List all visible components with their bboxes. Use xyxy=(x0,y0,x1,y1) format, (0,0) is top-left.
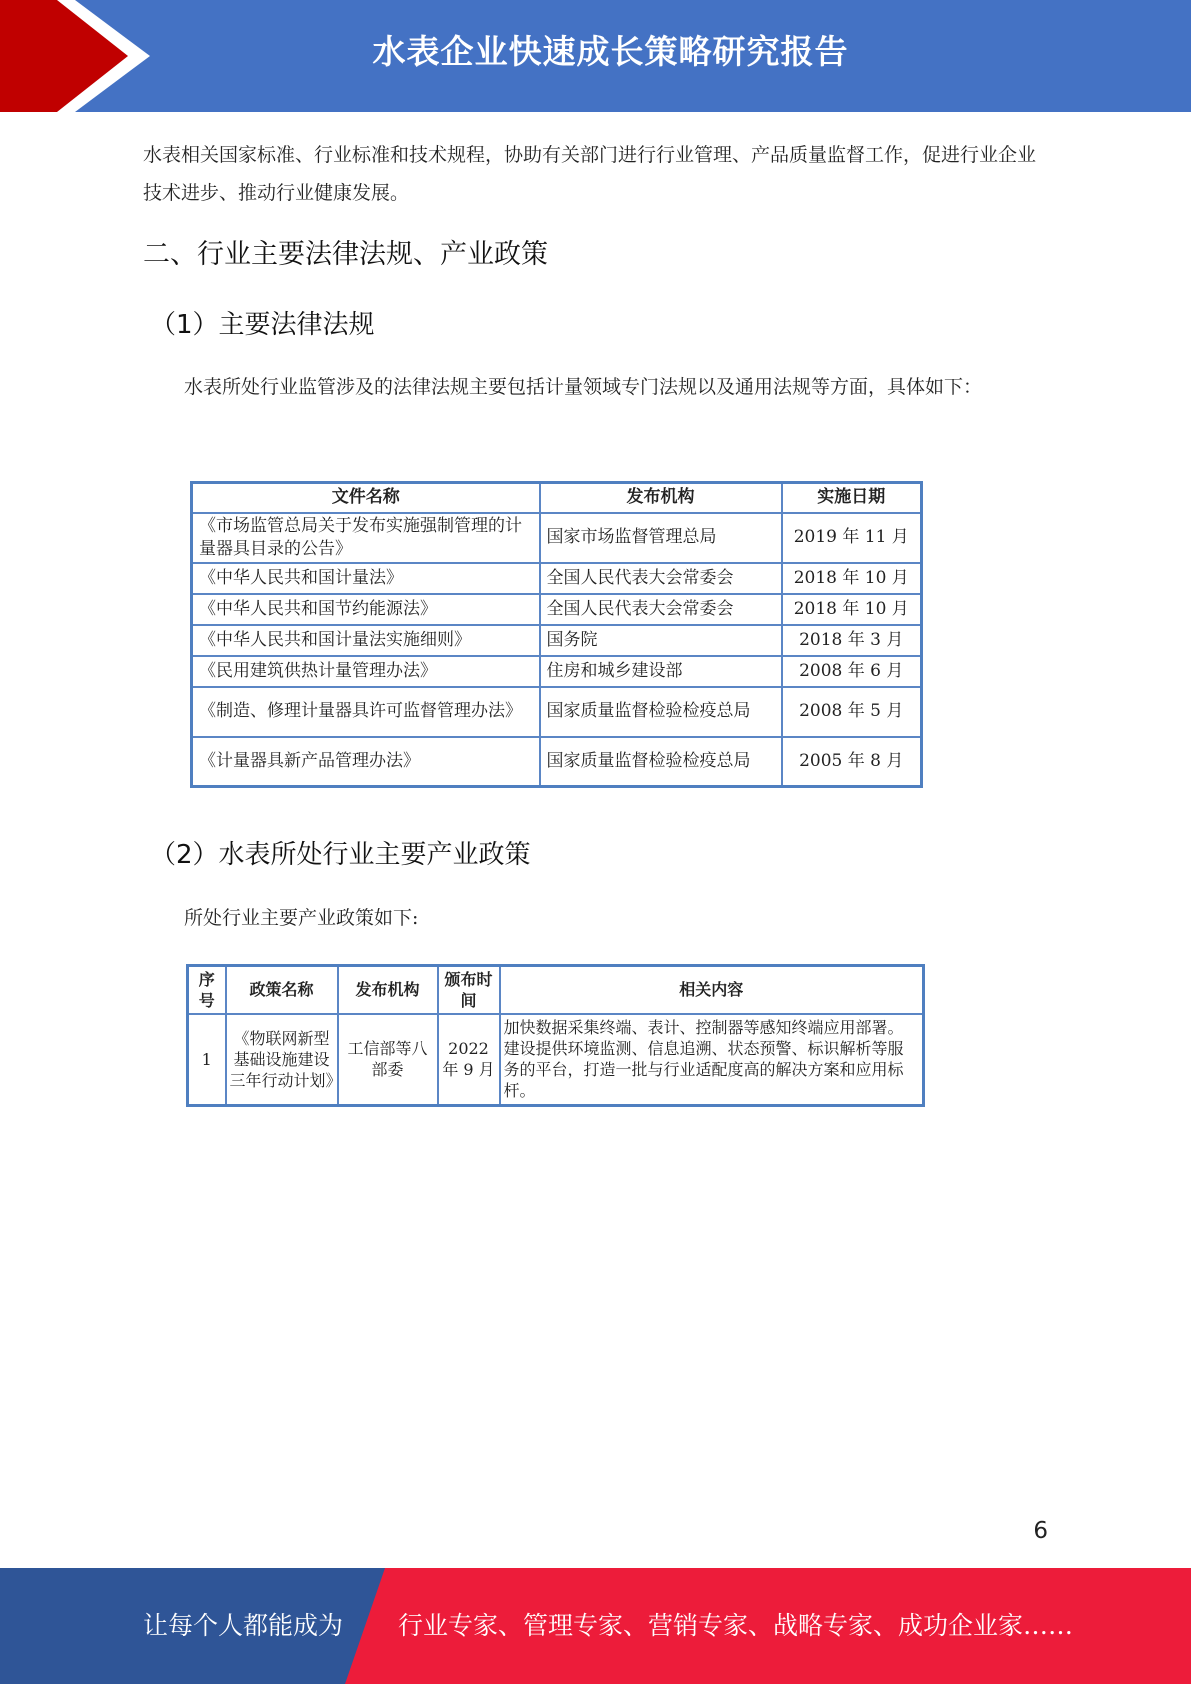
table-cell-issuer: 国家市场监督管理总局 xyxy=(540,513,782,563)
table-header-cell: 发布机构 xyxy=(540,483,782,513)
laws-table xyxy=(190,481,923,788)
table-header-cell: 实施日期 xyxy=(782,483,922,513)
table-cell-name: 《市场监管总局关于发布实施强制管理的计量器具目录的公告》 xyxy=(192,513,540,563)
table-cell-name: 《中华人民共和国节约能源法》 xyxy=(192,594,540,625)
table-cell-issuer: 工信部等八部委 xyxy=(338,1014,438,1106)
policy-table xyxy=(186,964,925,1107)
table-cell-index: 1 xyxy=(188,1014,226,1106)
table-row xyxy=(188,1014,924,1106)
table-cell-issuer: 国家质量监督检验检疫总局 xyxy=(540,737,782,787)
table-row xyxy=(192,563,922,594)
table-header-cell: 序号 xyxy=(188,966,226,1014)
table-cell-date: 2018 年 10 月 xyxy=(782,594,922,625)
table-cell-issuer: 住房和城乡建设部 xyxy=(540,656,782,687)
laws-intro-paragraph: 水表所处行业监管涉及的法律法规主要包括计量领域专门法规以及通用法规等方面，具体如下： xyxy=(184,376,983,398)
table-cell-date: 2008 年 6 月 xyxy=(782,656,922,687)
table-header-cell: 文件名称 xyxy=(192,483,540,513)
table-cell-date: 2019 年 11 月 xyxy=(782,513,922,563)
table-cell-issuer: 国家质量监督检验检疫总局 xyxy=(540,687,782,737)
table-cell-date: 2008 年 5 月 xyxy=(782,687,922,737)
table-row xyxy=(192,594,922,625)
table-cell-name: 《计量器具新产品管理办法》 xyxy=(192,737,540,787)
table-header-cell: 发布机构 xyxy=(338,966,438,1014)
table-row xyxy=(192,656,922,687)
table-row xyxy=(192,737,922,787)
table-cell-issuer: 国务院 xyxy=(540,625,782,656)
table-cell-name: 《制造、修理计量器具许可监督管理办法》 xyxy=(192,687,540,737)
section-heading: 二、行业主要法律法规、产业政策 xyxy=(143,239,548,270)
table-cell-date: 2018 年 10 月 xyxy=(782,563,922,594)
table-cell-name: 《中华人民共和国计量法》 xyxy=(192,563,540,594)
page-header xyxy=(0,0,1191,112)
table-row xyxy=(192,513,922,563)
table-cell-date: 2005 年 8 月 xyxy=(782,737,922,787)
table-header-row xyxy=(188,966,924,1014)
table-cell-date: 2018 年 3 月 xyxy=(782,625,922,656)
table-cell-issuer: 全国人民代表大会常委会 xyxy=(540,594,782,625)
table-cell-name: 《中华人民共和国计量法实施细则》 xyxy=(192,625,540,656)
table-header-cell: 政策名称 xyxy=(226,966,338,1014)
table-row xyxy=(192,687,922,737)
table-cell-policy-name: 《物联网新型基础设施建设三年行动计划》 xyxy=(226,1014,338,1106)
policy-intro-paragraph: 所处行业主要产业政策如下: xyxy=(184,907,419,929)
table-header-cell: 相关内容 xyxy=(500,966,924,1014)
table-cell-date: 2022 年 9 月 xyxy=(438,1014,500,1106)
intro-paragraph: 水表相关国家标准、行业标准和技术规程，协助有关部门进行行业管理、产品质量监督工作，促进行业企业技术进步、推动行业健康发展。 xyxy=(143,144,1037,204)
table-header-row xyxy=(192,483,922,513)
table-row xyxy=(192,625,922,656)
report-title: 水表企业快速成长策略研究报告 xyxy=(372,32,849,71)
footer-slogan-right: 行业专家、管理专家、营销专家、战略专家、成功企业家…… xyxy=(398,1611,1074,1640)
footer-slogan-left: 让每个人都能成为 xyxy=(143,1611,344,1640)
table-cell-content: 加快数据采集终端、表计、控制器等感知终端应用部署。建设提供环境监测、信息追溯、状态预警、标识解析等服务的平台，打造一批与行业适配度高的解决方案和应用标杆。 xyxy=(500,1014,924,1106)
table-cell-issuer: 全国人民代表大会常委会 xyxy=(540,563,782,594)
table-cell-name: 《民用建筑供热计量管理办法》 xyxy=(192,656,540,687)
page-footer xyxy=(0,1568,1191,1684)
table-header-cell: 颁布时间 xyxy=(438,966,500,1014)
subsection-heading-laws: （1）主要法律法规 xyxy=(150,310,375,340)
subsection-heading-policy: （2）水表所处行业主要产业政策 xyxy=(150,840,531,870)
page-number: 6 xyxy=(1033,1518,1048,1544)
